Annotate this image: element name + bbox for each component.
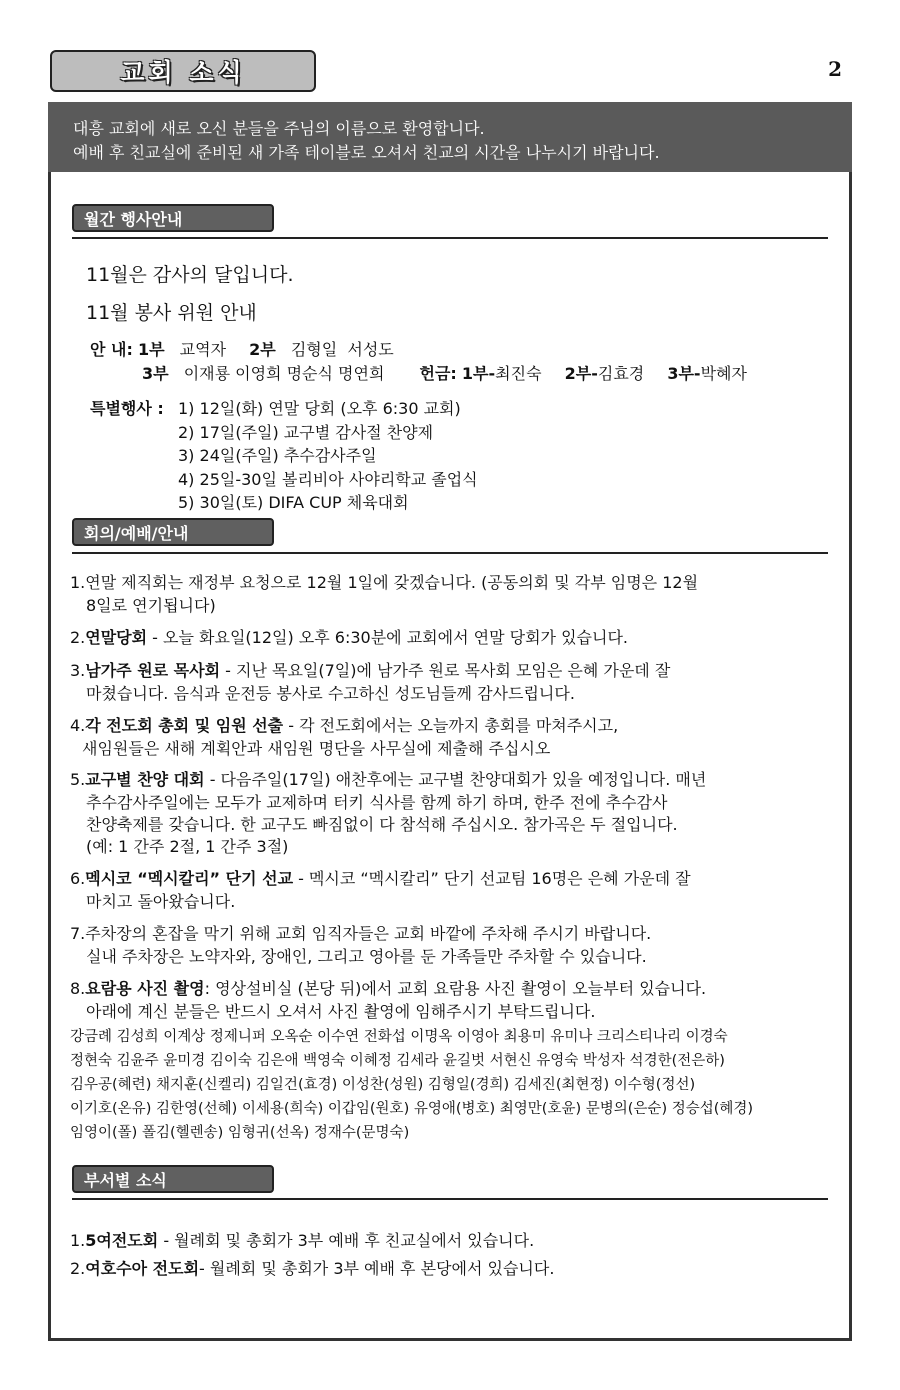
offering-service-label: 1부- (461, 364, 496, 383)
special-event: 2) 17일(주일) 교구별 감사절 찬양제 (178, 423, 434, 442)
section-tag-departments: 부서별 소식 (72, 1165, 274, 1193)
item-text: - 월례회 및 총회가 3부 예배 후 본당에서 있습니다. (199, 1259, 555, 1278)
item-text: 마쳤습니다. 음식과 운전등 봉사로 수고하신 성도님들께 감사드립니다. (86, 684, 575, 703)
offering-names: 박혜자 (700, 364, 747, 383)
section-divider (72, 552, 828, 554)
item-number: 5. (70, 770, 86, 789)
monthly-headline: 11월은 감사의 달입니다. (86, 264, 294, 286)
item-text: 연말 제직회는 재정부 요청으로 12월 1일에 갖겠습니다. (공동의회 및 각부 임명은 12월 (85, 573, 699, 592)
welcome-banner (48, 102, 852, 172)
item-title: 5여전도회 (85, 1231, 159, 1250)
item-text: - 오늘 화요일(12일) 오후 6:30분에 교회에서 연말 당회가 있습니다. (147, 628, 628, 647)
welcome-line: 예배 후 친교실에 준비된 새 가족 테이블로 오셔서 친교의 시간을 나누시기 바랍니다. (73, 143, 660, 162)
item-text: - 각 전도회에서는 오늘까지 총회를 마쳐주시고, (283, 716, 619, 735)
usher-label: 안 내: (90, 340, 133, 359)
special-event: 3) 24일(주일) 추수감사주일 (178, 446, 377, 465)
item-number: 8. (70, 979, 86, 998)
item-title: 연말당회 (85, 628, 148, 647)
item-text: 8일로 연기됩니다) (86, 596, 216, 615)
usher-names: 이재룡 이영희 명순식 명연희 (183, 364, 385, 383)
item-text: : 영상설비실 (본당 뒤)에서 교회 요람용 사진 촬영이 오늘부터 있습니다. (204, 979, 707, 998)
notice-item (70, 921, 651, 944)
notice-item (70, 767, 706, 790)
item-text: 마치고 돌아왔습니다. (86, 892, 236, 911)
section-title-tab (50, 50, 316, 92)
section-tag-meetings: 회의/예배/안내 (72, 518, 274, 546)
special-label: 특별행사 : (90, 399, 164, 418)
item-text: (예: 1 간주 2절, 1 간주 3절) (86, 837, 289, 856)
photo-names-line: 김우공(혜련) 채지훈(신켈리) 김일건(효경) 이성찬(성원) 김형일(경희) 김세진(최현정) 이수형(정선) (70, 1077, 696, 1093)
department-item (70, 1256, 554, 1279)
item-text: 주차장의 혼잡을 막기 위해 교회 임직자들은 교회 바깥에 주차해 주시기 바랍니다. (85, 924, 652, 943)
item-number: 2. (70, 628, 86, 647)
photo-names-line: 임영이(폴) 폴김(헬렌송) 임형귀(선옥) 정재수(문명숙) (70, 1125, 410, 1141)
item-title: 각 전도회 총회 및 임원 선출 (85, 716, 284, 735)
item-title: 여호수아 전도회 (85, 1259, 200, 1278)
page-number: 2 (828, 57, 842, 81)
photo-names-line: 이기호(온유) 김한영(선혜) 이세용(희숙) 이갑임(원호) 유영애(병호) 최영만(호윤) 문병의(은순) 정승섭(혜경) (70, 1101, 754, 1117)
photo-names-line: 강금례 김성희 이계상 정제니퍼 오옥순 이수연 전화섭 이명옥 이영아 최용미 유미나 크리스티나리 이경숙 (70, 1029, 728, 1045)
item-text: 실내 주차장은 노약자와, 장애인, 그리고 영아를 둔 가족들만 주차할 수 있습니다. (86, 947, 647, 966)
item-title: 교구별 찬양 대회 (85, 770, 205, 789)
special-event: 5) 30일(토) DIFA CUP 체육대회 (178, 493, 409, 512)
offering-names: 최진숙 (495, 364, 542, 383)
item-text: - 멕시코 “멕시칼리” 단기 선교팀 16명은 은혜 가운데 잘 (293, 869, 691, 888)
item-number: 7. (70, 924, 86, 943)
item-number: 1. (70, 1231, 86, 1250)
notice-item (70, 625, 628, 648)
usher-names: 김형일 서성도 (290, 340, 394, 359)
usher-line-1 (90, 337, 394, 360)
item-text: 찬양축제를 갖습니다. 한 교구도 빠짐없이 다 참석해 주십시오. 참가곡은 두 절입니다. (86, 815, 678, 834)
usher-service-label: 3부 (142, 364, 169, 383)
special-event: 1) 12일(화) 연말 당회 (오후 6:30 교회) (178, 399, 461, 418)
item-number: 2. (70, 1259, 86, 1278)
section-divider (72, 237, 828, 239)
servers-title: 11월 봉사 위원 안내 (86, 302, 257, 324)
section-divider (72, 1198, 828, 1200)
department-item (70, 1228, 534, 1251)
page-title: 교회 소식 (120, 58, 246, 87)
usher-service-label: 1부 (137, 340, 165, 359)
notice-item (70, 866, 691, 889)
item-number: 3. (70, 661, 86, 680)
usher-line-2 (142, 361, 747, 384)
special-events-label (90, 396, 164, 419)
notice-item (70, 976, 706, 999)
offering-label: 헌금: (419, 364, 457, 383)
usher-names: 교역자 (179, 340, 227, 359)
item-title: 요람용 사진 촬영 (85, 979, 205, 998)
section-tag-monthly: 월간 행사안내 (72, 204, 274, 232)
photo-names-line: 정현숙 김윤주 윤미경 김이숙 김은애 백영숙 이혜정 김세라 윤길벗 서현신 유영숙 박성자 석경한(전은하) (70, 1053, 725, 1069)
notice-item (70, 713, 618, 736)
offering-service-label: 3부- (667, 364, 701, 383)
item-text: 추수감사주일에는 모두가 교제하며 터키 식사를 함께 하기 하며, 한주 전에 추수감사 (86, 793, 668, 812)
welcome-line: 대흥 교회에 새로 오신 분들을 주님의 이름으로 환영합니다. (73, 119, 485, 138)
item-title: 멕시코 “멕시칼리” 단기 선교 (85, 869, 294, 888)
offering-service-label: 2부- (564, 364, 598, 383)
item-text: - 월례회 및 총회가 3부 예배 후 친교실에서 있습니다. (158, 1231, 535, 1250)
item-text: 새임원들은 새해 계획안과 새임원 명단을 사무실에 제출해 주십시오 (82, 739, 551, 758)
item-title: 남가주 원로 목사회 (85, 661, 221, 680)
offering-names: 김효경 (597, 364, 645, 383)
item-text: - 지난 목요일(7일)에 남가주 원로 목사회 모임은 은혜 가운데 잘 (220, 661, 671, 680)
item-number: 4. (70, 716, 86, 735)
item-text: 아래에 계신 분들은 반드시 오셔서 사진 촬영에 임해주시기 부탁드립니다. (86, 1002, 596, 1021)
usher-service-label: 2부 (249, 340, 276, 359)
item-text: - 다음주일(17일) 애찬후에는 교구별 찬양대회가 있을 예정입니다. 매년 (204, 770, 707, 789)
notice-item (70, 658, 670, 681)
special-event: 4) 25일-30일 볼리비아 사야리학교 졸업식 (178, 470, 478, 489)
notice-item (70, 570, 698, 593)
item-number: 6. (70, 869, 86, 888)
item-number: 1. (70, 573, 86, 592)
